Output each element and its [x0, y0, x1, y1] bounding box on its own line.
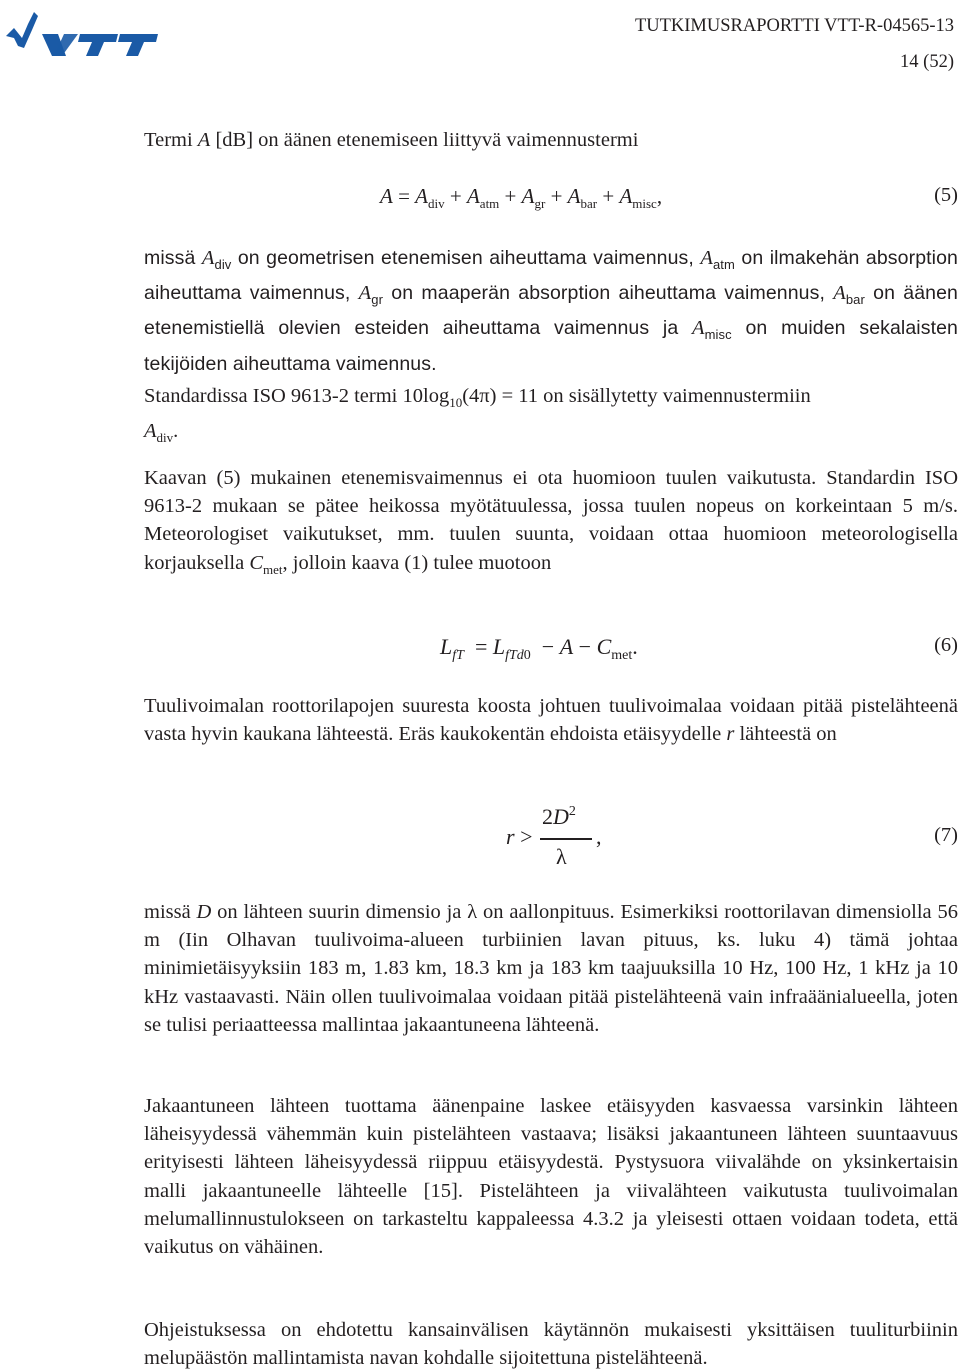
paragraph-wind-effect: Kaavan (5) mukainen etenemisvaimennus ei ota huomioon tuulen vaikutusta. Standardin ISO 9613-2 mukaan se pätee heikossa myötätuulessa, jossa tuulen nopeus on korkeintaan 5 m/s. Meteorologiset vaikutukset, mm. tuulen suunta, voidaan ottaa huomioon meteorologisella korjauksella $C_{met}$, jolloin kaava (1) tulee muotoon	[144, 467, 958, 577]
equation-number-5: (5)	[934, 184, 958, 206]
equation-6: $L_{fT} = L_{fTd0} - A - C_{met}$. (6)	[440, 634, 958, 663]
report-id: TUTKIMUSRAPORTTI VTT-R-04565-13	[634, 16, 954, 36]
paragraph-point-source: Tuulivoimalan roottorilapojen suuresta koosta johtuen tuulivoimalaa voidaan pitää pistelähteenä vasta hyvin kaukana lähteestä. Eräs kaukokentän ehdoista etäisyydelle r lähteestä on	[144, 695, 958, 746]
paragraph-example-distances: missä D on lähteen suurin dimensio ja λ on aallonpituus. Esimerkiksi roottorilavan dimensiolla 56 m (Iin Olhavan tuulivoima-alueen turbiinien lavan pituus, ks. luku 4) tämä johtaa minimietäisyyksiin 183 m, 1.83 km, 18.3 km ja 183 km taajuuksilla 10 Hz, 100 Hz, 1 kHz ja 10 kHz vastaavasti. Näin ollen tuulivoimalaa voidaan pitää pistelähteenä vain infraäänialueella, joten se tulisi periaatteessa mallintaa jakaantuneena lähteenä.	[144, 901, 958, 1036]
paragraph-distributed-source: Jakaantuneen lähteen tuottama äänenpaine laskee etäisyyden kasvaessa varsinkin lähteen läheisyydessä vähemmän kuin pistelähteen vastaava; lisäksi jakaantuneen lähteen suuntaavuus erityisesti lähteen läheisyydessä riippuu etäisyydestä. Pystysuora viivalähde on yksinkertaisin malli jakaantuneelle lähteelle [15]. Pistelähteen ja viivalähteen vaikutusta tuulivoimalan melumallinnustulokseen on tarkasteltu kappaleessa 4.3.2 ja yleisesti ottaen voidaan todeta, että vaikutus on vähäinen.	[144, 1095, 958, 1259]
paragraph-guidance: Ohjeistuksessa on ehdotettu kansainvälisen käytännön mukaisesti yksittäisen tuuliturbiinin melupäästön mallintamista navan kohdalle sijoitettuna pistelähteenä.	[144, 1319, 958, 1370]
fraction-denominator: λ	[556, 844, 567, 869]
equation-7: r > $2D^2$ λ , (7)	[506, 804, 958, 869]
paragraph-attenuation-term: Termi A [dB] on äänen etenemiseen liittyvä vaimennustermi	[144, 129, 639, 151]
equation-5: $A = A_{div} + A_{atm} + A_{gr} + A_{bar} + A_{misc}$, (5)	[380, 184, 958, 211]
fraction-bar	[540, 838, 592, 840]
equation-number-7: (7)	[934, 824, 958, 846]
vtt-logo	[4, 6, 158, 60]
paragraph-iso-standard: Standardissa ISO 9613-2 termi $10\log_{10}(4\pi) = 11$ on sisällytetty vaimennustermiin $A_{div}$.	[144, 385, 811, 446]
paragraph-attenuation-definitions: missä $A_{div}$ on geometrisen etenemisen aiheuttama vaimennus, $A_{atm}$ on ilmakehän absorption aiheuttama vaimennus, $A_{gr}$ on maaperän absorption aiheuttama vaimennus, $A_{bar}$ on äänen etenemistiellä olevien esteiden aiheuttama vaimennus ja $A_{misc}$ on muiden sekalaisten tekijöiden aiheuttama vaimennus.	[144, 247, 958, 375]
page-number: 14 (52)	[900, 52, 954, 72]
fraction-numerator: $2D^2$	[542, 804, 576, 829]
equation-number-6: (6)	[934, 634, 958, 656]
